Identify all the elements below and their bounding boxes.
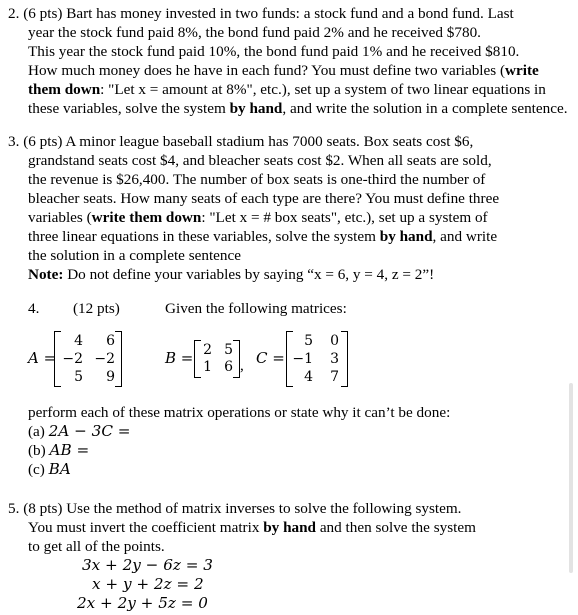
q2-line-3: This year the stock fund paid 10%, the bond fund paid 1% and he received $810. [28,43,520,60]
scrollbar[interactable] [569,383,573,573]
q3-line-5-end: : "Let x = # box seats", etc.), set up a system of [201,209,488,226]
q3-line-8 [28,265,434,284]
q5-equation-3: 2x + 2y + 5z = 0 [77,594,208,612]
q3-line-5-text: variables ( [28,209,92,226]
q4-part-b-label: (b) [28,442,46,459]
q3-line-3: the revenue is $26,400. The number of box seats is one-third the number of [28,171,486,188]
q2-line-6 [28,99,568,118]
q3-note-text: Do not define your variables by saying “x = 6, y = 4, z = 2”! [63,266,435,283]
matrix-a-label: A = [28,349,57,367]
q3-note-bold: Note: [28,266,64,283]
q5-line-1: 5. (8 pts) Use the method of matrix inverses to solve the following system. [8,500,462,517]
matrix-c-cell: 3 [330,351,339,367]
matrix-a-cell: 6 [106,333,115,349]
q3-line-5 [28,208,488,227]
q4-part-c [28,460,71,479]
matrix-c-cell: 0 [330,333,339,349]
q4-number: 4. [28,300,40,317]
q2-line-6-text: these variables, solve the system [28,100,230,117]
q4-part-c-label: (c) [28,461,45,478]
q4-points: (12 pts) [73,300,120,317]
matrix-b-cell: 5 [224,342,233,358]
q4-part-a-expr: 2A − 3C = [48,422,131,440]
q3-line-6 [28,227,497,246]
q2-write-bold: write [505,62,539,79]
matrix-a-cell: 5 [74,369,83,385]
matrix-a-cell: −2 [62,351,83,367]
matrix-c-cell: −1 [292,351,313,367]
q5-line-2 [28,518,476,537]
q2-line-2: year the stock fund paid 8%, the bond fund paid 2% and he received $780. [28,24,481,41]
q5-line-2-end: and then solve the system [316,519,476,536]
q4-part-b [28,441,89,460]
q2-line-5 [28,80,546,99]
q5-equation-2: x + y + 2z = 2 [92,575,204,593]
q5-line-2-text: You must invert the coefficient matrix [28,519,264,536]
matrix-a-cell: 4 [74,333,83,349]
q2-line-1: 2. (6 pts) Bart has money invested in two funds: a stock fund and a bond fund. Last [8,5,514,22]
matrix-b-cell: 1 [203,359,212,375]
q5-line-3: to get all of the points. [28,538,165,555]
q5-equation-1: 3x + 2y − 6z = 3 [82,556,213,574]
matrix-a-cell: 9 [106,369,115,385]
matrix-b-cell: 2 [203,342,212,358]
q5-by-hand-bold: by hand [263,519,317,536]
matrix-b [194,340,240,378]
q2-by-hand-bold: by hand [229,100,283,117]
q3-line-2: grandstand seats cost $4, and bleacher seats cost $2. When all seats are sold, [28,152,492,169]
q4-intro: Given the following matrices: [165,300,347,317]
q3-by-hand-bold: by hand [379,228,433,245]
q2-them-down-bold: them down [28,81,101,98]
q4-instruction: perform each of these matrix operations or state why it can’t be done: [28,404,451,421]
q3-line-4: bleacher seats. How many seats of each type are there? You must define three [28,190,500,207]
matrix-b-cell: 6 [224,359,233,375]
matrix-c-label: C = [256,349,285,367]
q2-line-4 [28,61,539,80]
matrix-a-cell: −2 [94,351,115,367]
matrix-a [54,331,122,387]
matrix-b-comma: , [240,357,244,374]
q3-write-them-down-bold: write them down [91,209,202,226]
q3-line-7: the solution in a complete sentence [28,247,241,264]
matrix-c-cell: 7 [330,369,339,385]
matrix-c [286,331,348,387]
q3-line-6-end: , and write [432,228,498,245]
matrix-c-cell: 4 [304,369,313,385]
q4-part-c-expr: BA [48,460,71,478]
matrix-b-label: B = [165,349,194,367]
q4-part-a [28,422,131,441]
matrix-c-cell: 5 [304,333,313,349]
q4-part-a-label: (a) [28,423,45,440]
q3-line-1: 3. (6 pts) A minor league baseball stadium has 7000 seats. Box seats cost $6, [8,133,474,150]
q2-line-5-text: : "Let x = amount at 8%", etc.), set up a system of two linear equations in [100,81,546,98]
q2-line-6-end: , and write the solution in a complete sentence. [282,100,568,117]
q4-part-b-expr: AB = [49,441,90,459]
q3-line-6-text: three linear equations in these variables, solve the system [28,228,380,245]
q2-line-4-text: How much money does he have in each fund? You must define two variables ( [28,62,506,79]
